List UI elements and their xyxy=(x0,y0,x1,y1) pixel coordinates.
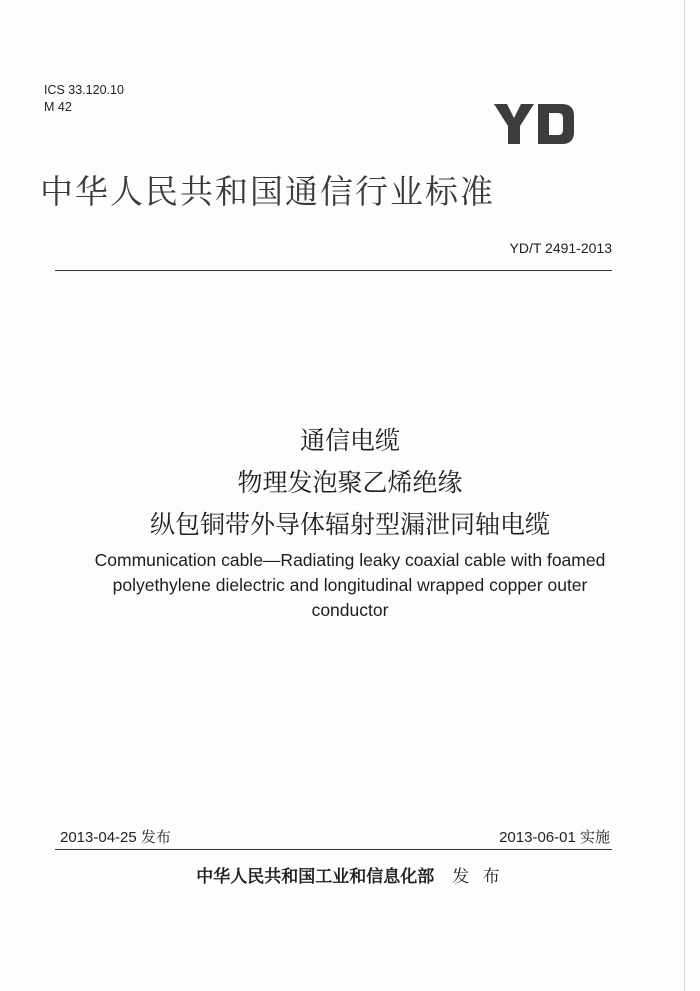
bottom-divider xyxy=(55,849,612,850)
publisher xyxy=(0,862,700,887)
chinese-title-line-3: 纵包铜带外导体辐射型漏泄同轴电缆 xyxy=(149,510,550,539)
publisher-action: 发 布 xyxy=(452,867,504,887)
english-title-line-1: Communication cable—Radiating leaky coaxial cable with foamed xyxy=(94,550,606,570)
publisher-name: 中华人民共和国工业和信息化部 xyxy=(196,867,435,887)
english-title-line-2: polyethylene dielectric and longitudinal wrapped copper outer xyxy=(112,575,588,595)
issue-date: 2013-04-25 发布 xyxy=(60,829,171,846)
chinese-title-line-1: 通信电缆 xyxy=(299,426,400,455)
ccs-code: M 42 xyxy=(44,100,72,114)
ics-code: ICS 33.120.10 xyxy=(44,83,124,97)
classification-codes xyxy=(44,82,124,116)
chinese-title xyxy=(0,420,700,546)
chinese-title-line-2: 物理发泡聚乙烯绝缘 xyxy=(237,468,463,497)
header-title: 中华人民共和国通信行业标准 xyxy=(40,172,495,211)
implementation-date: 2013-06-01 实施 xyxy=(499,829,610,846)
top-divider xyxy=(55,270,612,271)
standard-number: YD/T 2491-2013 xyxy=(509,240,612,256)
yd-logo xyxy=(494,104,574,144)
english-title xyxy=(50,548,650,623)
english-title-line-3: conductor xyxy=(311,600,389,620)
scan-edge xyxy=(684,0,685,991)
